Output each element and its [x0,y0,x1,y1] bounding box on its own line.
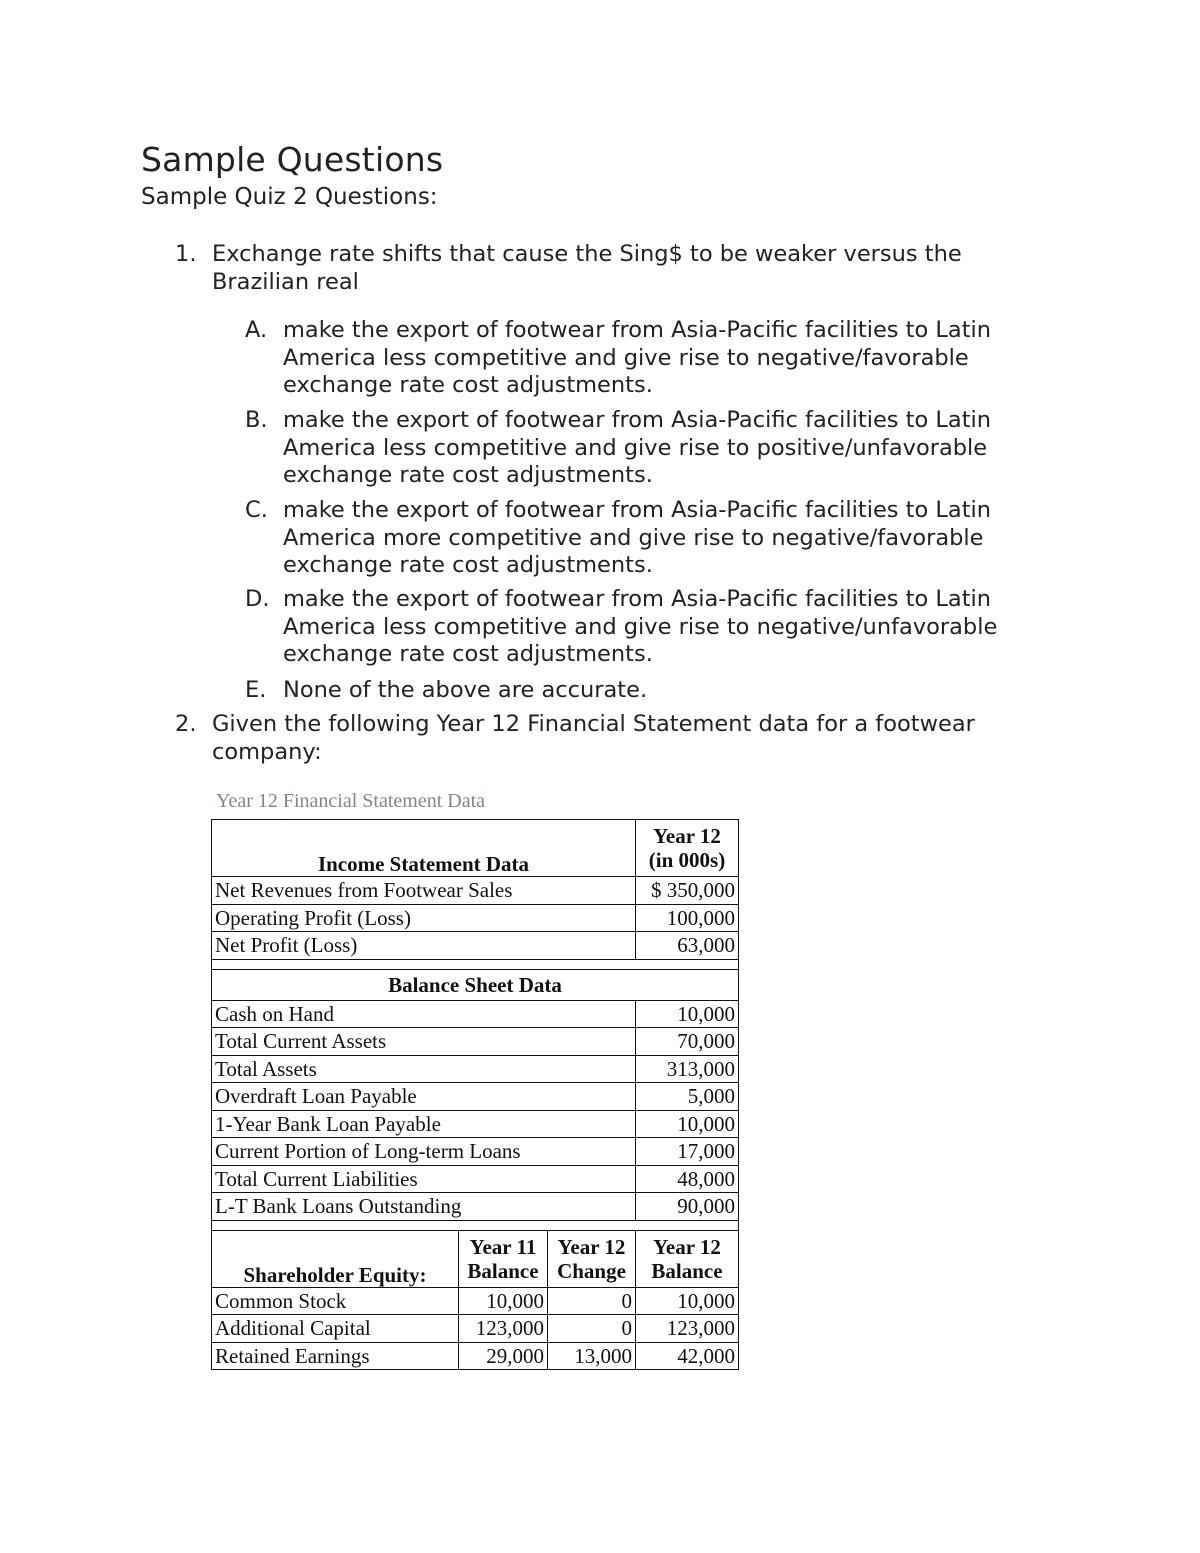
row-label: Overdraft Loan Payable [212,1083,636,1111]
year-12-change-header [548,1230,636,1287]
year-11-balance-header [459,1230,548,1287]
row-value: 63,000 [636,932,739,960]
change-value: 0 [548,1315,636,1343]
option-text: make the export of footwear from Asia-Pacific facilities to Latin America less competitive and give rise to negative/unfavorable exchange rate cost adjustments. [283,586,998,667]
question-text: Given the following Year 12 Financial Statement data for a footwear company: [212,711,975,765]
page-subtitle: Sample Quiz 2 Questions: [141,184,438,210]
row-value: 70,000 [636,1028,739,1056]
table-row [212,1193,739,1221]
year-12-value: 42,000 [636,1342,739,1370]
option-letter: E. [245,677,267,703]
spacer-row [212,959,739,969]
row-label: Operating Profit (Loss) [212,904,636,932]
table-row [212,1138,739,1166]
year-11-value: 123,000 [459,1315,548,1343]
question-number: 2. [175,711,197,737]
balance-header-row [212,969,739,1000]
table-row [212,1028,739,1056]
option-letter: D. [245,586,270,612]
change-value: 13,000 [548,1342,636,1370]
option-text: make the export of footwear from Asia-Pacific facilities to Latin America more competitive and give rise to negative/favorable exchange rate cost adjustments. [283,497,992,578]
table-row [212,1000,739,1028]
table-row [212,904,739,932]
table-row [212,1315,739,1343]
year-12-header-line1: Year 12 [653,824,721,848]
option-text: make the export of footwear from Asia-Pacific facilities to Latin America less competitive and give rise to positive/unfavorable exchange rate cost adjustments. [283,407,992,488]
header-line2: Balance [651,1258,723,1283]
row-label: Current Portion of Long-term Loans [212,1138,636,1166]
row-value: $ 350,000 [636,877,739,905]
income-statement-header: Income Statement Data [212,820,636,877]
header-line2: Change [557,1258,626,1283]
page-title: Sample Questions [141,140,444,179]
balance-sheet-header: Balance Sheet Data [212,969,739,1000]
table-row [212,1110,739,1138]
table-caption: Year 12 Financial Statement Data [216,790,486,812]
row-value: 5,000 [636,1083,739,1111]
row-value: 100,000 [636,904,739,932]
option-text: None of the above are accurate. [283,677,648,703]
question-number: 1. [175,241,197,267]
spacer-cell [212,1220,739,1230]
year-12-value: 10,000 [636,1287,739,1315]
table-row [212,1165,739,1193]
row-label: Total Assets [212,1055,636,1083]
spacer-row [212,1220,739,1230]
year-12-balance-header [636,1230,739,1287]
row-label: Cash on Hand [212,1000,636,1028]
row-value: 48,000 [636,1165,739,1193]
header-line1: Year 12 [653,1234,721,1259]
header-line2: Balance [467,1258,539,1283]
header-line1: Year 11 [469,1234,537,1259]
row-label: Total Current Assets [212,1028,636,1056]
row-label: Net Profit (Loss) [212,932,636,960]
year-11-value: 10,000 [459,1287,548,1315]
income-header-row [212,820,739,877]
table-row [212,932,739,960]
shareholder-equity-header: Shareholder Equity: [212,1230,459,1287]
year-12-header [636,820,739,877]
row-value: 17,000 [636,1138,739,1166]
table-row [212,877,739,905]
option-letter: C. [245,497,268,523]
row-value: 10,000 [636,1000,739,1028]
option-letter: B. [245,407,268,433]
row-label: Total Current Liabilities [212,1165,636,1193]
year-11-value: 29,000 [459,1342,548,1370]
option-text: make the export of footwear from Asia-Pacific facilities to Latin America less competitive and give rise to negative/favorable exchange rate cost adjustments. [283,317,992,398]
year-12-header-line2: (in 000s) [648,848,726,872]
row-value: 313,000 [636,1055,739,1083]
row-label: Common Stock [212,1287,459,1315]
table-row [212,1287,739,1315]
table-row [212,1342,739,1370]
year-12-value: 123,000 [636,1315,739,1343]
change-value: 0 [548,1287,636,1315]
row-label: Retained Earnings [212,1342,459,1370]
spacer-cell [212,959,739,969]
row-label: Net Revenues from Footwear Sales [212,877,636,905]
financial-statement-table [211,819,739,1370]
row-label: 1-Year Bank Loan Payable [212,1110,636,1138]
row-value: 10,000 [636,1110,739,1138]
row-label: Additional Capital [212,1315,459,1343]
row-label: L-T Bank Loans Outstanding [212,1193,636,1221]
header-line1: Year 12 [557,1234,626,1259]
table-row [212,1083,739,1111]
equity-header-row [212,1230,739,1287]
row-value: 90,000 [636,1193,739,1221]
question-text: Exchange rate shifts that cause the Sing$ to be weaker versus the Brazilian real [212,241,962,295]
table-row [212,1055,739,1083]
option-letter: A. [245,317,268,343]
